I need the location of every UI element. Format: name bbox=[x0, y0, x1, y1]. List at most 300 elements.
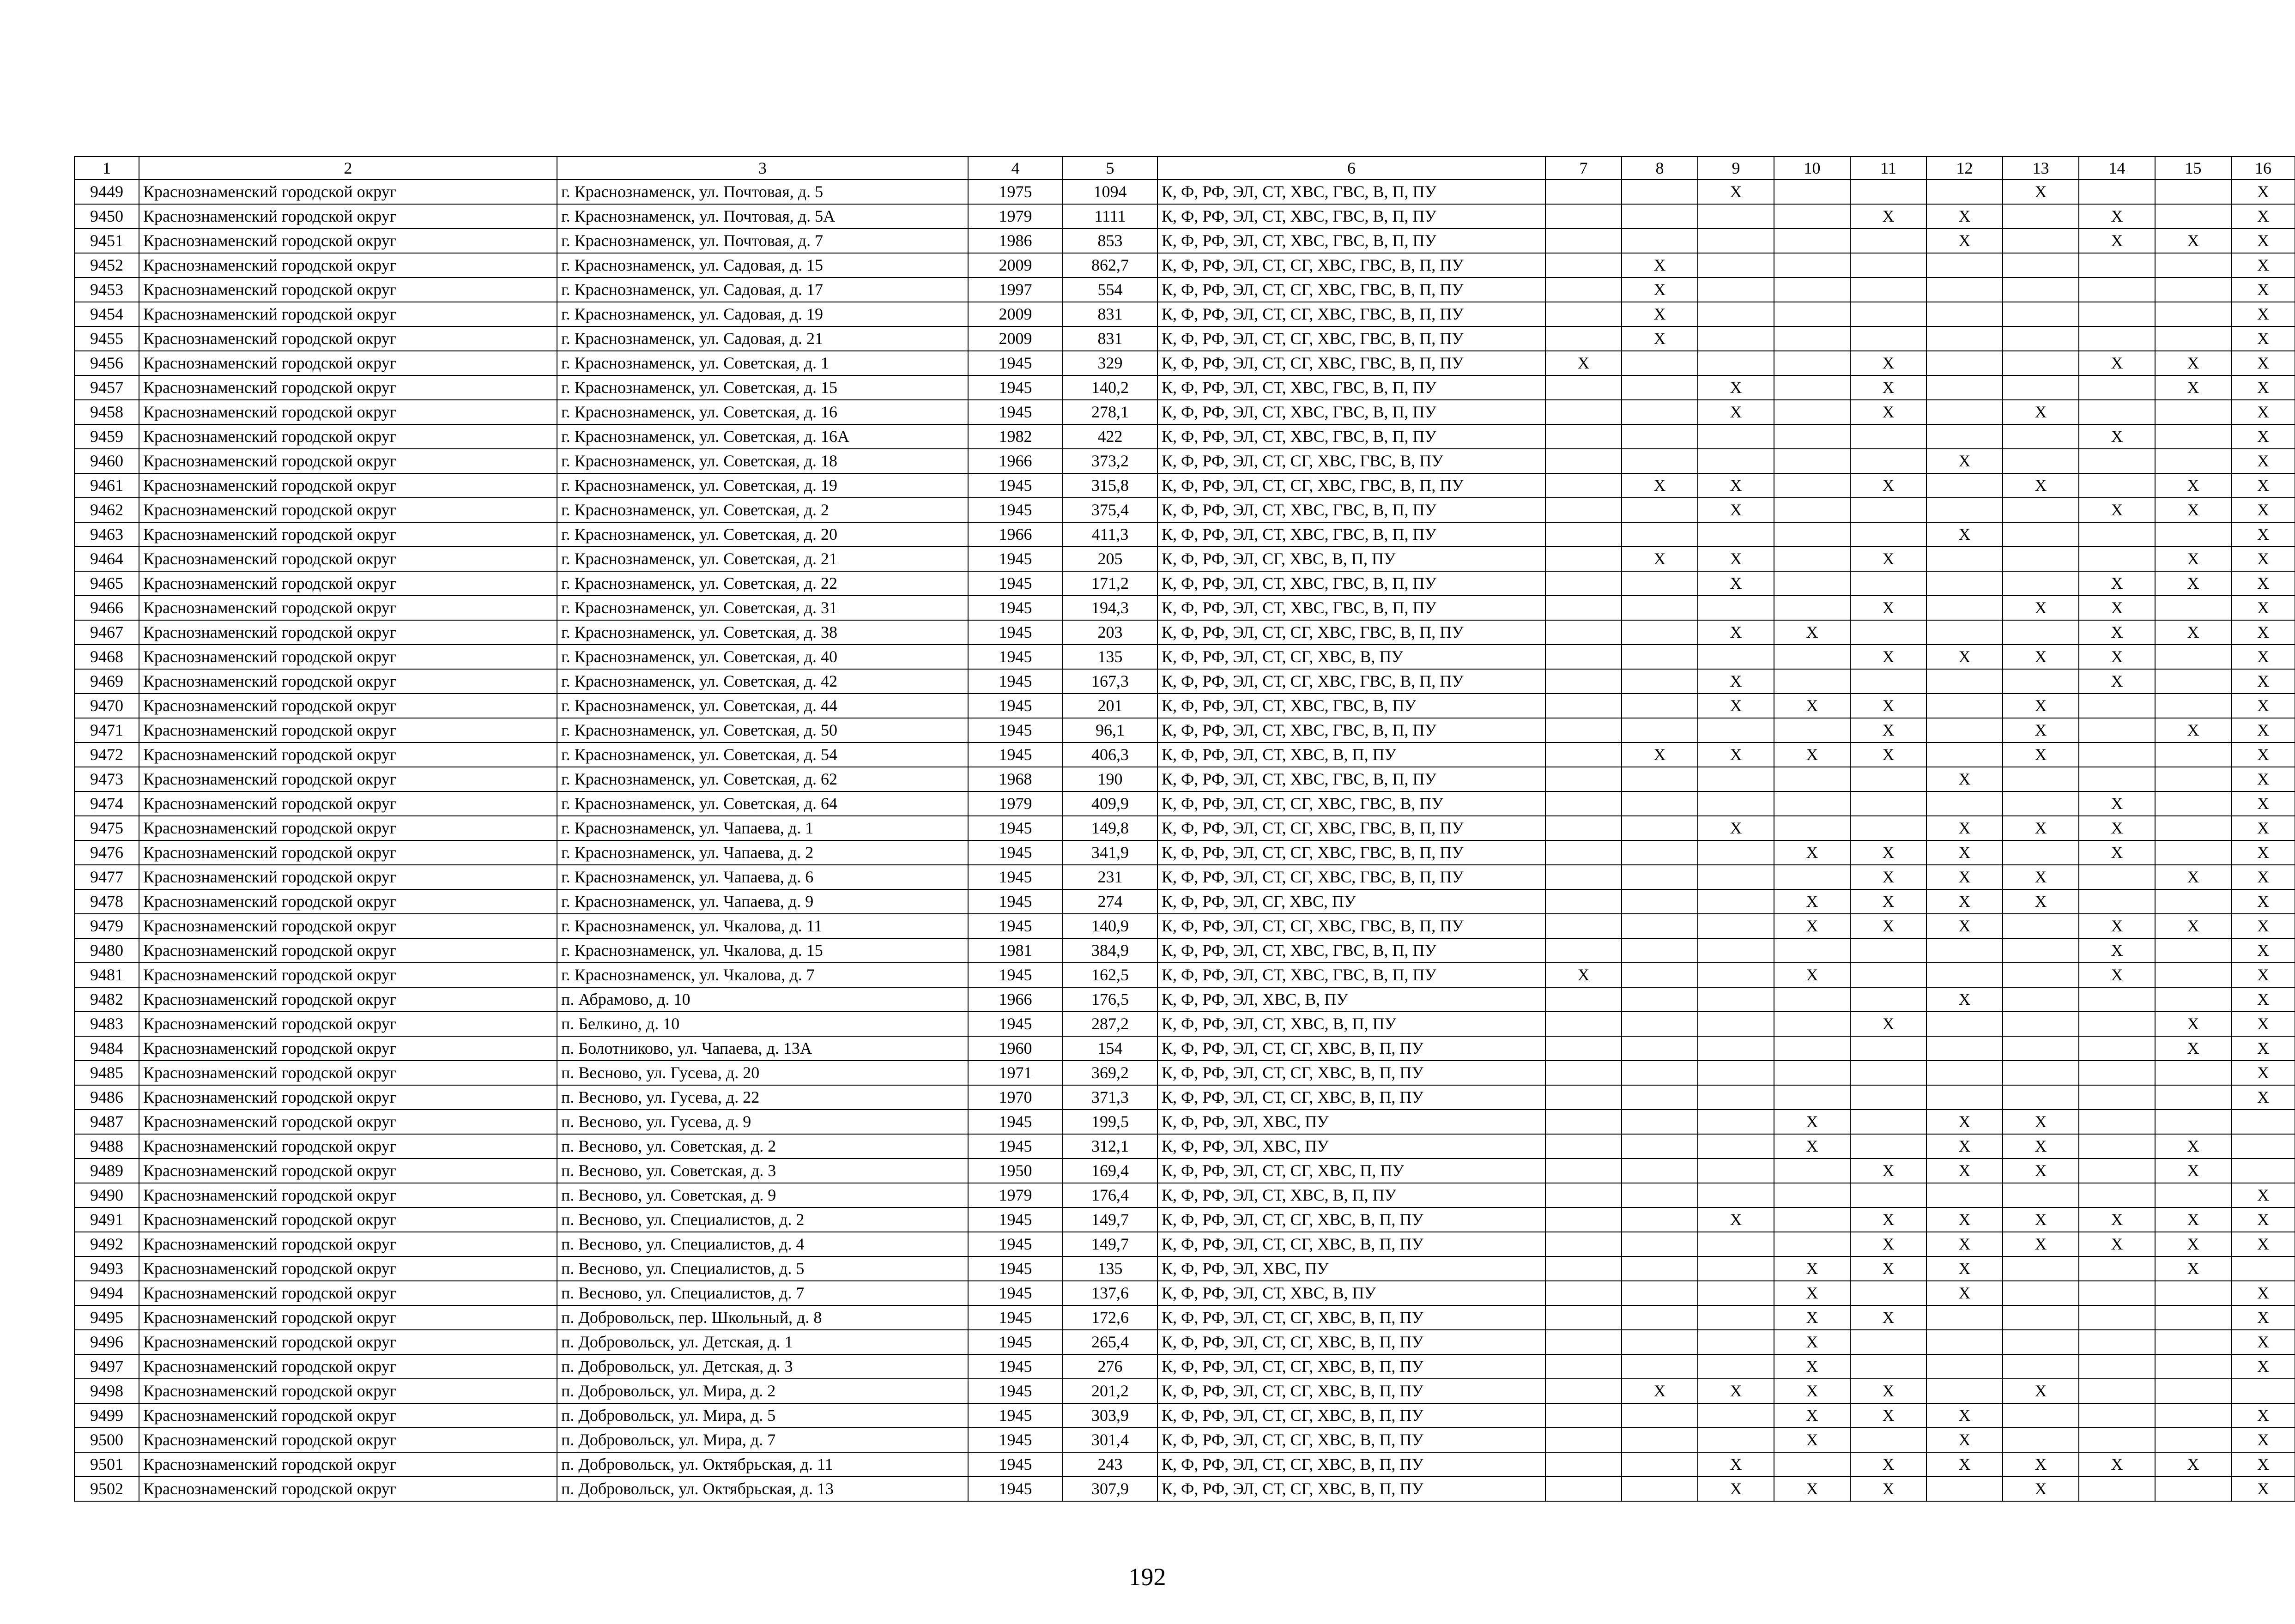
equipment-list-cell: К, Ф, РФ, ЭЛ, СТ, СГ, ХВС, В, П, ПУ bbox=[1157, 1232, 1545, 1256]
mark-cell-col-7 bbox=[1545, 1452, 1622, 1477]
table-row bbox=[74, 1134, 2295, 1159]
mark-cell-col-7 bbox=[1545, 1012, 1622, 1036]
mark-cell-col-12 bbox=[1926, 1330, 2003, 1354]
mark-cell-col-16: X bbox=[2231, 547, 2295, 571]
mark-cell-col-13 bbox=[2003, 302, 2079, 326]
build-year-cell: 1945 bbox=[968, 816, 1063, 840]
mark-cell-col-7 bbox=[1545, 1256, 1622, 1281]
area-cell: 243 bbox=[1063, 1452, 1157, 1477]
mark-cell-col-16 bbox=[2231, 1256, 2295, 1281]
table-row bbox=[74, 963, 2295, 987]
table-row bbox=[74, 326, 2295, 351]
table-row bbox=[74, 1379, 2295, 1403]
mark-cell-col-15 bbox=[2155, 1085, 2231, 1110]
mark-cell-col-15 bbox=[2155, 400, 2231, 424]
municipality-cell: Краснознаменский городской округ bbox=[139, 571, 557, 596]
table-row bbox=[74, 1085, 2295, 1110]
mark-cell-col-13 bbox=[2003, 522, 2079, 547]
area-cell: 384,9 bbox=[1063, 938, 1157, 963]
row-number-cell: 9500 bbox=[74, 1428, 139, 1452]
address-cell: п. Болотниково, ул. Чапаева, д. 13А bbox=[557, 1036, 968, 1061]
mark-cell-col-10: X bbox=[1774, 743, 1850, 767]
mark-cell-col-16: X bbox=[2231, 424, 2295, 449]
mark-cell-col-10: X bbox=[1774, 914, 1850, 938]
mark-cell-col-15: X bbox=[2155, 1452, 2231, 1477]
municipality-cell: Краснознаменский городской округ bbox=[139, 424, 557, 449]
mark-cell-col-12 bbox=[1926, 351, 2003, 375]
build-year-cell: 1945 bbox=[968, 1428, 1063, 1452]
build-year-cell: 1945 bbox=[968, 351, 1063, 375]
mark-cell-col-11 bbox=[1850, 449, 1926, 473]
mark-cell-col-10 bbox=[1774, 1207, 1850, 1232]
mark-cell-col-16 bbox=[2231, 1159, 2295, 1183]
mark-cell-col-9 bbox=[1698, 302, 1774, 326]
mark-cell-col-8 bbox=[1622, 1061, 1698, 1085]
mark-cell-col-7 bbox=[1545, 1330, 1622, 1354]
area-cell: 312,1 bbox=[1063, 1134, 1157, 1159]
mark-cell-col-14 bbox=[2079, 889, 2155, 914]
build-year-cell: 1945 bbox=[968, 1110, 1063, 1134]
address-cell: г. Краснознаменск, ул. Чкалова, д. 11 bbox=[557, 914, 968, 938]
mark-cell-col-13 bbox=[2003, 571, 2079, 596]
column-header-13: 13 bbox=[2003, 157, 2079, 180]
mark-cell-col-15: X bbox=[2155, 351, 2231, 375]
table-row bbox=[74, 987, 2295, 1012]
mark-cell-col-14 bbox=[2079, 1085, 2155, 1110]
area-cell: 172,6 bbox=[1063, 1305, 1157, 1330]
mark-cell-col-13 bbox=[2003, 351, 2079, 375]
equipment-list-cell: К, Ф, РФ, ЭЛ, СТ, ХВС, ГВС, В, П, ПУ bbox=[1157, 204, 1545, 229]
mark-cell-col-8: X bbox=[1622, 253, 1698, 278]
mark-cell-col-9 bbox=[1698, 767, 1774, 791]
mark-cell-col-8 bbox=[1622, 1207, 1698, 1232]
mark-cell-col-11: X bbox=[1850, 1207, 1926, 1232]
mark-cell-col-13 bbox=[2003, 914, 2079, 938]
area-cell: 307,9 bbox=[1063, 1477, 1157, 1501]
mark-cell-col-16: X bbox=[2231, 180, 2295, 204]
area-cell: 409,9 bbox=[1063, 791, 1157, 816]
mark-cell-col-8 bbox=[1622, 1085, 1698, 1110]
municipality-cell: Краснознаменский городской округ bbox=[139, 1281, 557, 1305]
mark-cell-col-15 bbox=[2155, 204, 2231, 229]
mark-cell-col-12: X bbox=[1926, 229, 2003, 253]
equipment-list-cell: К, Ф, РФ, ЭЛ, СТ, СГ, ХВС, В, П, ПУ bbox=[1157, 1354, 1545, 1379]
equipment-list-cell: К, Ф, РФ, ЭЛ, СТ, СГ, ХВС, ГВС, В, П, ПУ bbox=[1157, 816, 1545, 840]
mark-cell-col-13 bbox=[2003, 1183, 2079, 1207]
mark-cell-col-11: X bbox=[1850, 694, 1926, 718]
mark-cell-col-12 bbox=[1926, 498, 2003, 522]
mark-cell-col-9: X bbox=[1698, 400, 1774, 424]
build-year-cell: 1945 bbox=[968, 669, 1063, 694]
address-cell: п. Добровольск, ул. Детская, д. 1 bbox=[557, 1330, 968, 1354]
mark-cell-col-15 bbox=[2155, 694, 2231, 718]
build-year-cell: 1945 bbox=[968, 1330, 1063, 1354]
municipality-cell: Краснознаменский городской округ bbox=[139, 180, 557, 204]
table-row bbox=[74, 1183, 2295, 1207]
mark-cell-col-8 bbox=[1622, 645, 1698, 669]
mark-cell-col-7 bbox=[1545, 938, 1622, 963]
row-number-cell: 9484 bbox=[74, 1036, 139, 1061]
row-number-cell: 9492 bbox=[74, 1232, 139, 1256]
mark-cell-col-11 bbox=[1850, 791, 1926, 816]
mark-cell-col-9 bbox=[1698, 791, 1774, 816]
mark-cell-col-13: X bbox=[2003, 1159, 2079, 1183]
mark-cell-col-15: X bbox=[2155, 498, 2231, 522]
area-cell: 265,4 bbox=[1063, 1330, 1157, 1354]
area-cell: 199,5 bbox=[1063, 1110, 1157, 1134]
mark-cell-col-15 bbox=[2155, 645, 2231, 669]
mark-cell-col-9: X bbox=[1698, 620, 1774, 645]
mark-cell-col-7: X bbox=[1545, 351, 1622, 375]
mark-cell-col-12: X bbox=[1926, 816, 2003, 840]
table-header bbox=[74, 157, 2295, 180]
municipality-cell: Краснознаменский городской округ bbox=[139, 1183, 557, 1207]
mark-cell-col-12 bbox=[1926, 1305, 2003, 1330]
build-year-cell: 2009 bbox=[968, 253, 1063, 278]
address-cell: г. Краснознаменск, ул. Советская, д. 54 bbox=[557, 743, 968, 767]
address-cell: г. Краснознаменск, ул. Советская, д. 50 bbox=[557, 718, 968, 743]
row-number-cell: 9456 bbox=[74, 351, 139, 375]
mark-cell-col-9: X bbox=[1698, 473, 1774, 498]
mark-cell-col-13 bbox=[2003, 1061, 2079, 1085]
build-year-cell: 1971 bbox=[968, 1061, 1063, 1085]
table-row bbox=[74, 669, 2295, 694]
mark-cell-col-12 bbox=[1926, 1379, 2003, 1403]
table-row bbox=[74, 522, 2295, 547]
row-number-cell: 9479 bbox=[74, 914, 139, 938]
mark-cell-col-10 bbox=[1774, 816, 1850, 840]
municipality-cell: Краснознаменский городской округ bbox=[139, 743, 557, 767]
mark-cell-col-7 bbox=[1545, 571, 1622, 596]
mark-cell-col-7 bbox=[1545, 1477, 1622, 1501]
mark-cell-col-7 bbox=[1545, 326, 1622, 351]
row-number-cell: 9453 bbox=[74, 278, 139, 302]
mark-cell-col-10 bbox=[1774, 718, 1850, 743]
mark-cell-col-8: X bbox=[1622, 547, 1698, 571]
mark-cell-col-7 bbox=[1545, 1061, 1622, 1085]
mark-cell-col-13: X bbox=[2003, 1477, 2079, 1501]
mark-cell-col-9 bbox=[1698, 229, 1774, 253]
mark-cell-col-15 bbox=[2155, 1110, 2231, 1134]
area-cell: 411,3 bbox=[1063, 522, 1157, 547]
mark-cell-col-7 bbox=[1545, 914, 1622, 938]
area-cell: 190 bbox=[1063, 767, 1157, 791]
table-row bbox=[74, 1207, 2295, 1232]
address-cell: г. Краснознаменск, ул. Советская, д. 2 bbox=[557, 498, 968, 522]
mark-cell-col-12: X bbox=[1926, 204, 2003, 229]
mark-cell-col-13 bbox=[2003, 449, 2079, 473]
mark-cell-col-8 bbox=[1622, 791, 1698, 816]
equipment-list-cell: К, Ф, РФ, ЭЛ, СТ, СГ, ХВС, ГВС, В, П, ПУ bbox=[1157, 914, 1545, 938]
table-row bbox=[74, 571, 2295, 596]
mark-cell-col-12 bbox=[1926, 375, 2003, 400]
area-cell: 375,4 bbox=[1063, 498, 1157, 522]
row-number-cell: 9454 bbox=[74, 302, 139, 326]
mark-cell-col-14 bbox=[2079, 449, 2155, 473]
mark-cell-col-12 bbox=[1926, 253, 2003, 278]
mark-cell-col-13 bbox=[2003, 278, 2079, 302]
row-number-cell: 9467 bbox=[74, 620, 139, 645]
row-number-cell: 9472 bbox=[74, 743, 139, 767]
mark-cell-col-13: X bbox=[2003, 889, 2079, 914]
mark-cell-col-15 bbox=[2155, 840, 2231, 865]
mark-cell-col-16: X bbox=[2231, 204, 2295, 229]
mark-cell-col-14 bbox=[2079, 1428, 2155, 1452]
mark-cell-col-13 bbox=[2003, 1012, 2079, 1036]
row-number-cell: 9482 bbox=[74, 987, 139, 1012]
mark-cell-col-15 bbox=[2155, 1354, 2231, 1379]
mark-cell-col-12 bbox=[1926, 571, 2003, 596]
mark-cell-col-7 bbox=[1545, 1085, 1622, 1110]
row-number-cell: 9490 bbox=[74, 1183, 139, 1207]
row-number-cell: 9455 bbox=[74, 326, 139, 351]
mark-cell-col-11: X bbox=[1850, 1305, 1926, 1330]
build-year-cell: 1945 bbox=[968, 718, 1063, 743]
equipment-list-cell: К, Ф, РФ, ЭЛ, СТ, СГ, ХВС, ГВС, В, П, ПУ bbox=[1157, 669, 1545, 694]
mark-cell-col-10 bbox=[1774, 1085, 1850, 1110]
mark-cell-col-11 bbox=[1850, 424, 1926, 449]
mark-cell-col-13 bbox=[2003, 938, 2079, 963]
mark-cell-col-7 bbox=[1545, 645, 1622, 669]
row-number-cell: 9469 bbox=[74, 669, 139, 694]
mark-cell-col-9 bbox=[1698, 1110, 1774, 1134]
area-cell: 303,9 bbox=[1063, 1403, 1157, 1428]
mark-cell-col-9 bbox=[1698, 1183, 1774, 1207]
area-cell: 369,2 bbox=[1063, 1061, 1157, 1085]
mark-cell-col-9 bbox=[1698, 351, 1774, 375]
mark-cell-col-7 bbox=[1545, 596, 1622, 620]
build-year-cell: 1945 bbox=[968, 498, 1063, 522]
mark-cell-col-10 bbox=[1774, 669, 1850, 694]
address-cell: г. Краснознаменск, ул. Советская, д. 31 bbox=[557, 596, 968, 620]
equipment-list-cell: К, Ф, РФ, ЭЛ, СТ, ХВС, В, ПУ bbox=[1157, 1281, 1545, 1305]
table-row bbox=[74, 1428, 2295, 1452]
row-number-cell: 9497 bbox=[74, 1354, 139, 1379]
mark-cell-col-14: X bbox=[2079, 840, 2155, 865]
row-number-cell: 9459 bbox=[74, 424, 139, 449]
mark-cell-col-8 bbox=[1622, 424, 1698, 449]
build-year-cell: 1979 bbox=[968, 791, 1063, 816]
register-table bbox=[74, 156, 2295, 1502]
mark-cell-col-11: X bbox=[1850, 375, 1926, 400]
mark-cell-col-10 bbox=[1774, 449, 1850, 473]
address-cell: г. Краснознаменск, ул. Советская, д. 40 bbox=[557, 645, 968, 669]
area-cell: 315,8 bbox=[1063, 473, 1157, 498]
address-cell: г. Краснознаменск, ул. Садовая, д. 15 bbox=[557, 253, 968, 278]
address-cell: г. Краснознаменск, ул. Советская, д. 62 bbox=[557, 767, 968, 791]
mark-cell-col-15: X bbox=[2155, 375, 2231, 400]
column-header-6: 6 bbox=[1157, 157, 1545, 180]
build-year-cell: 1945 bbox=[968, 963, 1063, 987]
mark-cell-col-7 bbox=[1545, 669, 1622, 694]
mark-cell-col-16: X bbox=[2231, 840, 2295, 865]
mark-cell-col-16: X bbox=[2231, 1354, 2295, 1379]
mark-cell-col-11 bbox=[1850, 253, 1926, 278]
table-row bbox=[74, 302, 2295, 326]
mark-cell-col-8: X bbox=[1622, 278, 1698, 302]
table-row bbox=[74, 400, 2295, 424]
mark-cell-col-10: X bbox=[1774, 620, 1850, 645]
mark-cell-col-8: X bbox=[1622, 743, 1698, 767]
mark-cell-col-11: X bbox=[1850, 204, 1926, 229]
area-cell: 1111 bbox=[1063, 204, 1157, 229]
table-body bbox=[74, 180, 2295, 1501]
mark-cell-col-8: X bbox=[1622, 326, 1698, 351]
header-row bbox=[74, 157, 2295, 180]
row-number-cell: 9460 bbox=[74, 449, 139, 473]
mark-cell-col-16: X bbox=[2231, 1281, 2295, 1305]
mark-cell-col-8 bbox=[1622, 1330, 1698, 1354]
mark-cell-col-15 bbox=[2155, 522, 2231, 547]
row-number-cell: 9463 bbox=[74, 522, 139, 547]
area-cell: 135 bbox=[1063, 1256, 1157, 1281]
mark-cell-col-8 bbox=[1622, 889, 1698, 914]
address-cell: п. Весново, ул. Гусева, д. 9 bbox=[557, 1110, 968, 1134]
mark-cell-col-7 bbox=[1545, 302, 1622, 326]
mark-cell-col-7 bbox=[1545, 1305, 1622, 1330]
mark-cell-col-10 bbox=[1774, 351, 1850, 375]
row-number-cell: 9474 bbox=[74, 791, 139, 816]
address-cell: г. Краснознаменск, ул. Советская, д. 22 bbox=[557, 571, 968, 596]
mark-cell-col-8 bbox=[1622, 180, 1698, 204]
address-cell: п. Добровольск, ул. Октябрьская, д. 11 bbox=[557, 1452, 968, 1477]
mark-cell-col-11 bbox=[1850, 1428, 1926, 1452]
area-cell: 862,7 bbox=[1063, 253, 1157, 278]
equipment-list-cell: К, Ф, РФ, ЭЛ, СТ, СГ, ХВС, В, П, ПУ bbox=[1157, 1379, 1545, 1403]
equipment-list-cell: К, Ф, РФ, ЭЛ, СТ, ХВС, В, П, ПУ bbox=[1157, 743, 1545, 767]
mark-cell-col-10 bbox=[1774, 1232, 1850, 1256]
mark-cell-col-16: X bbox=[2231, 645, 2295, 669]
mark-cell-col-15: X bbox=[2155, 547, 2231, 571]
mark-cell-col-9: X bbox=[1698, 547, 1774, 571]
mark-cell-col-12: X bbox=[1926, 914, 2003, 938]
area-cell: 149,7 bbox=[1063, 1232, 1157, 1256]
mark-cell-col-8 bbox=[1622, 620, 1698, 645]
mark-cell-col-11: X bbox=[1850, 1256, 1926, 1281]
mark-cell-col-13 bbox=[2003, 326, 2079, 351]
mark-cell-col-11 bbox=[1850, 229, 1926, 253]
mark-cell-col-8 bbox=[1622, 963, 1698, 987]
municipality-cell: Краснознаменский городской округ bbox=[139, 278, 557, 302]
mark-cell-col-14 bbox=[2079, 547, 2155, 571]
mark-cell-col-14: X bbox=[2079, 424, 2155, 449]
address-cell: г. Краснознаменск, ул. Чкалова, д. 7 bbox=[557, 963, 968, 987]
address-cell: п. Весново, ул. Специалистов, д. 5 bbox=[557, 1256, 968, 1281]
area-cell: 373,2 bbox=[1063, 449, 1157, 473]
mark-cell-col-10: X bbox=[1774, 1330, 1850, 1354]
column-header-3: 3 bbox=[557, 157, 968, 180]
table-row bbox=[74, 1281, 2295, 1305]
mark-cell-col-16: X bbox=[2231, 1403, 2295, 1428]
row-number-cell: 9458 bbox=[74, 400, 139, 424]
table-row bbox=[74, 1305, 2295, 1330]
mark-cell-col-12 bbox=[1926, 547, 2003, 571]
municipality-cell: Краснознаменский городской округ bbox=[139, 302, 557, 326]
mark-cell-col-11 bbox=[1850, 669, 1926, 694]
mark-cell-col-12 bbox=[1926, 1012, 2003, 1036]
row-number-cell: 9478 bbox=[74, 889, 139, 914]
mark-cell-col-16: X bbox=[2231, 326, 2295, 351]
mark-cell-col-7 bbox=[1545, 1110, 1622, 1134]
mark-cell-col-7 bbox=[1545, 375, 1622, 400]
row-number-cell: 9466 bbox=[74, 596, 139, 620]
address-cell: п. Абрамово, д. 10 bbox=[557, 987, 968, 1012]
table-row bbox=[74, 278, 2295, 302]
mark-cell-col-16: X bbox=[2231, 914, 2295, 938]
equipment-list-cell: К, Ф, РФ, ЭЛ, СТ, СГ, ХВС, ГВС, В, П, ПУ bbox=[1157, 302, 1545, 326]
equipment-list-cell: К, Ф, РФ, ЭЛ, СТ, СГ, ХВС, ГВС, В, П, ПУ bbox=[1157, 865, 1545, 889]
mark-cell-col-13 bbox=[2003, 498, 2079, 522]
build-year-cell: 1945 bbox=[968, 547, 1063, 571]
mark-cell-col-8 bbox=[1622, 1305, 1698, 1330]
mark-cell-col-10 bbox=[1774, 473, 1850, 498]
address-cell: п. Весново, ул. Гусева, д. 22 bbox=[557, 1085, 968, 1110]
mark-cell-col-15 bbox=[2155, 791, 2231, 816]
mark-cell-col-7 bbox=[1545, 1403, 1622, 1428]
mark-cell-col-14 bbox=[2079, 1305, 2155, 1330]
mark-cell-col-8 bbox=[1622, 400, 1698, 424]
equipment-list-cell: К, Ф, РФ, ЭЛ, СТ, СГ, ХВС, В, П, ПУ bbox=[1157, 1477, 1545, 1501]
mark-cell-col-16: X bbox=[2231, 1330, 2295, 1354]
mark-cell-col-14 bbox=[2079, 1403, 2155, 1428]
mark-cell-col-12: X bbox=[1926, 889, 2003, 914]
mark-cell-col-7 bbox=[1545, 718, 1622, 743]
mark-cell-col-9: X bbox=[1698, 498, 1774, 522]
area-cell: 287,2 bbox=[1063, 1012, 1157, 1036]
mark-cell-col-10: X bbox=[1774, 1403, 1850, 1428]
address-cell: г. Краснознаменск, ул. Садовая, д. 21 bbox=[557, 326, 968, 351]
row-number-cell: 9494 bbox=[74, 1281, 139, 1305]
mark-cell-col-16: X bbox=[2231, 987, 2295, 1012]
mark-cell-col-12 bbox=[1926, 791, 2003, 816]
build-year-cell: 1945 bbox=[968, 473, 1063, 498]
table-row bbox=[74, 865, 2295, 889]
table-row bbox=[74, 914, 2295, 938]
mark-cell-col-11 bbox=[1850, 1281, 1926, 1305]
mark-cell-col-8 bbox=[1622, 1403, 1698, 1428]
mark-cell-col-15 bbox=[2155, 253, 2231, 278]
build-year-cell: 1966 bbox=[968, 449, 1063, 473]
build-year-cell: 1945 bbox=[968, 694, 1063, 718]
row-number-cell: 9498 bbox=[74, 1379, 139, 1403]
mark-cell-col-7 bbox=[1545, 743, 1622, 767]
mark-cell-col-14 bbox=[2079, 1379, 2155, 1403]
build-year-cell: 1986 bbox=[968, 229, 1063, 253]
mark-cell-col-10: X bbox=[1774, 963, 1850, 987]
mark-cell-col-16: X bbox=[2231, 351, 2295, 375]
mark-cell-col-10 bbox=[1774, 400, 1850, 424]
mark-cell-col-11 bbox=[1850, 1134, 1926, 1159]
mark-cell-col-8 bbox=[1622, 375, 1698, 400]
area-cell: 201 bbox=[1063, 694, 1157, 718]
build-year-cell: 1981 bbox=[968, 938, 1063, 963]
mark-cell-col-16: X bbox=[2231, 865, 2295, 889]
mark-cell-col-11 bbox=[1850, 1330, 1926, 1354]
mark-cell-col-15 bbox=[2155, 1477, 2231, 1501]
table-row bbox=[74, 743, 2295, 767]
mark-cell-col-15: X bbox=[2155, 1207, 2231, 1232]
row-number-cell: 9477 bbox=[74, 865, 139, 889]
municipality-cell: Краснознаменский городской округ bbox=[139, 351, 557, 375]
area-cell: 274 bbox=[1063, 889, 1157, 914]
mark-cell-col-10 bbox=[1774, 253, 1850, 278]
build-year-cell: 1979 bbox=[968, 1183, 1063, 1207]
mark-cell-col-10 bbox=[1774, 424, 1850, 449]
mark-cell-col-16: X bbox=[2231, 669, 2295, 694]
equipment-list-cell: К, Ф, РФ, ЭЛ, СТ, СГ, ХВС, В, П, ПУ bbox=[1157, 1428, 1545, 1452]
address-cell: г. Краснознаменск, ул. Советская, д. 16 bbox=[557, 400, 968, 424]
build-year-cell: 1945 bbox=[968, 1134, 1063, 1159]
